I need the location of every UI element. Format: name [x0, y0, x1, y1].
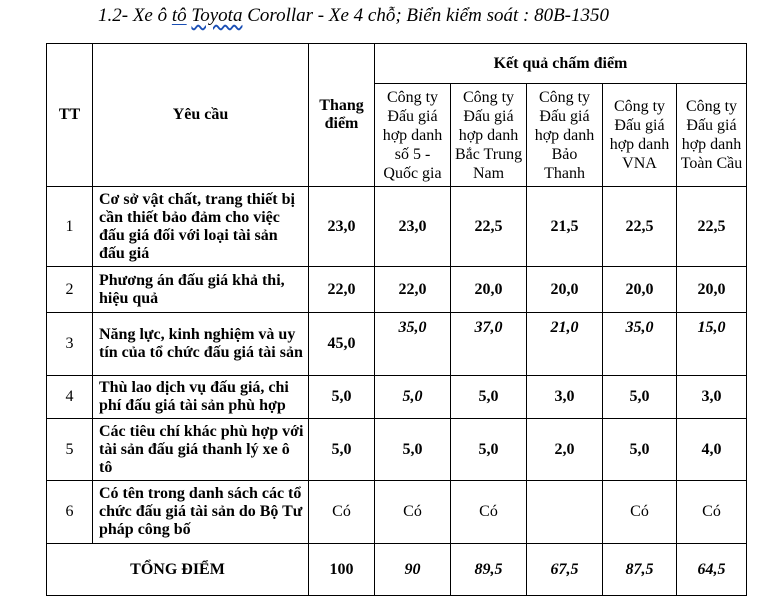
total-score-cell: 64,5: [677, 544, 747, 596]
score-cell: 2,0: [527, 419, 603, 481]
score-cell: 3,0: [527, 376, 603, 419]
table-row: [47, 267, 747, 313]
row-tt: 2: [47, 267, 93, 313]
score-cell: 5,0: [603, 376, 677, 419]
row-tt: 3: [47, 313, 93, 376]
row-max-score: 45,0: [309, 313, 375, 376]
score-cell: 5,0: [451, 376, 527, 419]
score-cell: 37,0: [451, 313, 527, 376]
score-cell: 35,0: [375, 313, 451, 376]
heading-word-o: ô: [157, 5, 168, 26]
score-cell: 22,0: [375, 267, 451, 313]
heading-word-to: tô: [171, 5, 187, 26]
score-cell: 5,0: [375, 419, 451, 481]
score-cell: Có: [677, 481, 747, 544]
section-heading: [98, 5, 609, 27]
row-max-score: 5,0: [309, 376, 375, 419]
score-cell: 23,0: [375, 187, 451, 267]
row-requirement: Các tiêu chí khác phù hợp với tài sản đấu giá thanh lý xe ô tô: [93, 419, 309, 481]
row-tt: 4: [47, 376, 93, 419]
score-cell: Có: [375, 481, 451, 544]
score-cell: 21,0: [527, 313, 603, 376]
table-row: [47, 481, 747, 544]
table-row: [47, 376, 747, 419]
row-max-score: 5,0: [309, 419, 375, 481]
row-tt: 1: [47, 187, 93, 267]
row-max-score: Có: [309, 481, 375, 544]
score-cell: [527, 481, 603, 544]
score-cell: 35,0: [603, 313, 677, 376]
row-requirement: Thù lao dịch vụ đấu giá, chi phí đấu giá tài sản phù hợp: [93, 376, 309, 419]
header-company-2: Công ty Đấu giá hợp danh Bắc Trung Nam: [451, 84, 527, 187]
table-row: [47, 187, 747, 267]
header-max-score: Thang điểm: [309, 44, 375, 187]
score-cell: 20,0: [451, 267, 527, 313]
score-cell: 21,5: [527, 187, 603, 267]
score-cell: Có: [603, 481, 677, 544]
score-cell: 15,0: [677, 313, 747, 376]
row-requirement: Cơ sở vật chất, trang thiết bị cần thiết bảo đảm cho việc đấu giá đối với loại tài sản đấu giá: [93, 187, 309, 267]
score-cell: 4,0: [677, 419, 747, 481]
header-requirement: Yêu cầu: [93, 44, 309, 187]
score-cell: 22,5: [451, 187, 527, 267]
score-cell: 3,0: [677, 376, 747, 419]
heading-prefix: 1.2- Xe: [98, 5, 158, 26]
score-cell: 5,0: [375, 376, 451, 419]
table-row: [47, 419, 747, 481]
score-cell: 20,0: [677, 267, 747, 313]
score-cell: 22,5: [677, 187, 747, 267]
total-score-cell: 67,5: [527, 544, 603, 596]
score-cell: 20,0: [603, 267, 677, 313]
header-result-group: Kết quả chấm điểm: [375, 44, 747, 84]
row-max-score: 23,0: [309, 187, 375, 267]
total-score-cell: 87,5: [603, 544, 677, 596]
total-row: [47, 544, 747, 596]
table-row: [47, 313, 747, 376]
score-cell: 5,0: [451, 419, 527, 481]
row-tt: 5: [47, 419, 93, 481]
row-max-score: 22,0: [309, 267, 375, 313]
heading-word-toyota: Toyota: [191, 5, 243, 26]
row-tt: 6: [47, 481, 93, 544]
header-company-5: Công ty Đấu giá hợp danh Toàn Cầu: [677, 84, 747, 187]
row-requirement: Phương án đấu giá khả thi, hiệu quả: [93, 267, 309, 313]
score-cell: 5,0: [603, 419, 677, 481]
header-company-1: Công ty Đấu giá hợp danh số 5 - Quốc gia: [375, 84, 451, 187]
row-requirement: Có tên trong danh sách các tổ chức đấu giá tài sản do Bộ Tư pháp công bố: [93, 481, 309, 544]
header-company-3: Công ty Đấu giá hợp danh Bảo Thanh: [527, 84, 603, 187]
score-cell: 22,5: [603, 187, 677, 267]
total-max-score: 100: [309, 544, 375, 596]
header-company-4: Công ty Đấu giá hợp danh VNA: [603, 84, 677, 187]
row-requirement: Năng lực, kinh nghiệm và uy tín của tổ chức đấu giá tài sản: [93, 313, 309, 376]
heading-suffix: Corollar - Xe 4 chỗ; Biển kiểm soát : 80B-1350: [242, 5, 610, 26]
header-tt: TT: [47, 44, 93, 187]
score-cell: Có: [451, 481, 527, 544]
total-score-cell: 89,5: [451, 544, 527, 596]
total-score-cell: 90: [375, 544, 451, 596]
total-label: TỔNG ĐIỂM: [47, 544, 309, 596]
score-cell: 20,0: [527, 267, 603, 313]
scoring-table: [46, 43, 747, 596]
